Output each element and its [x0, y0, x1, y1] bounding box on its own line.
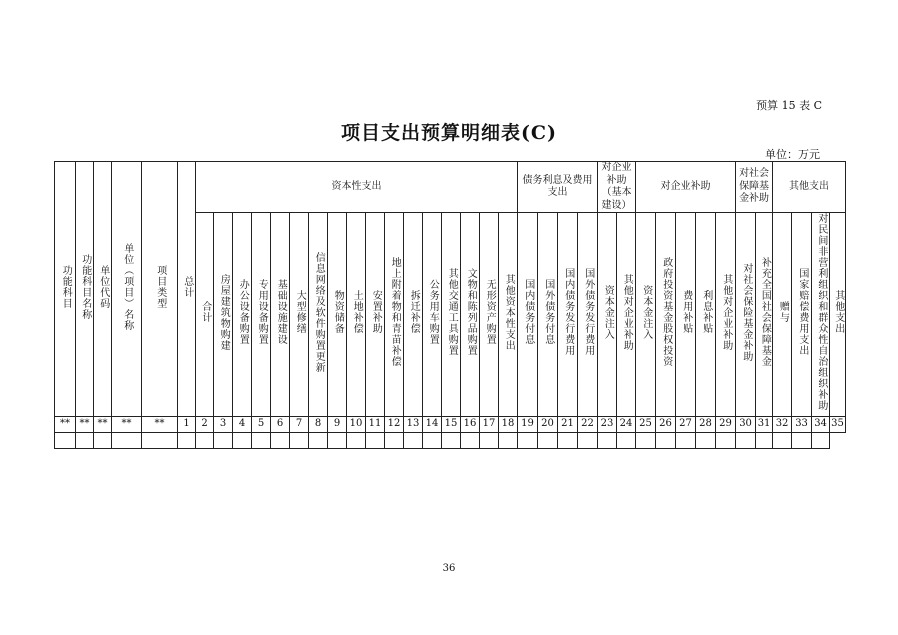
column-header: 补充全国社会保障基金 [756, 213, 773, 417]
column-number: 10 [347, 416, 366, 432]
column-number: 33 [792, 416, 812, 432]
header-cell: 功能科目名称 [76, 162, 94, 417]
column-header: 房屋建筑物购建 [214, 213, 233, 417]
column-header: 国家赔偿费用支出 [792, 213, 812, 417]
document-title: 项目支出预算明细表(C) [340, 122, 558, 144]
column-number: 8 [309, 416, 328, 432]
column-number: 18 [499, 416, 518, 432]
column-header: 拆迁补偿 [404, 213, 423, 417]
code-cell: ** [76, 416, 94, 432]
column-number: 29 [716, 416, 736, 432]
column-header: 办公设备购置 [233, 213, 252, 417]
header-cell: 总计 [178, 162, 196, 417]
group-header: 对企业补助 [636, 162, 736, 213]
code-cell: ** [112, 416, 142, 432]
column-header: 国外债务付息 [538, 213, 558, 417]
column-number: 35 [830, 416, 846, 432]
code-cell: ** [142, 416, 178, 432]
group-header: 其他支出 [773, 162, 846, 213]
column-header: 资本金注入 [636, 213, 656, 417]
header-cell: 单位代码 [94, 162, 112, 417]
column-number: 22 [578, 416, 598, 432]
column-header: 专用设备购置 [252, 213, 271, 417]
column-number: 19 [518, 416, 538, 432]
column-header: 对民间非营利组织和群众性自治组织补助 [812, 213, 830, 417]
column-number: 2 [196, 416, 214, 432]
column-header: 地上附着物和青苗补偿 [385, 213, 404, 417]
column-header: 土地补偿 [347, 213, 366, 417]
column-number: 16 [461, 416, 480, 432]
column-header: 文物和陈列品购置 [461, 213, 480, 417]
column-number: 14 [423, 416, 442, 432]
column-header: 信息网络及软件购置更新 [309, 213, 328, 417]
column-number: 4 [233, 416, 252, 432]
empty-data-row [55, 432, 846, 448]
column-number: 5 [252, 416, 271, 432]
column-number: 9 [328, 416, 347, 432]
column-header: 政府投资基金股权投资 [656, 213, 676, 417]
column-header: 国内债务发行费用 [558, 213, 578, 417]
column-number: 17 [480, 416, 499, 432]
column-header: 国内债务付息 [518, 213, 538, 417]
column-header: 基础设施建设 [271, 213, 290, 417]
group-header: 对社会保障基金补助 [736, 162, 773, 213]
column-header: 对社会保险基金补助 [736, 213, 756, 417]
header-cell: 单位（项目）名称 [112, 162, 142, 417]
code-cell: ** [94, 416, 112, 432]
group-header: 债务利息及费用支出 [518, 162, 598, 213]
column-number: 24 [617, 416, 636, 432]
form-code: 预算 15 表 C [756, 99, 822, 112]
column-header: 费用补贴 [676, 213, 696, 417]
column-header: 大型修缮 [290, 213, 309, 417]
column-number: 7 [290, 416, 309, 432]
column-number: 6 [271, 416, 290, 432]
column-number: 13 [404, 416, 423, 432]
column-header: 其他交通工具购置 [442, 213, 461, 417]
column-number: 34 [812, 416, 830, 432]
column-number: 11 [366, 416, 385, 432]
column-number: 15 [442, 416, 461, 432]
unit-label: 单位：万元 [765, 148, 820, 161]
column-header: 其他资本性支出 [499, 213, 518, 417]
code-cell: ** [55, 416, 76, 432]
column-header: 合计 [196, 213, 214, 417]
column-header: 利息补贴 [696, 213, 716, 417]
column-number: 23 [598, 416, 617, 432]
column-header: 资本金注入 [598, 213, 617, 417]
column-number: 28 [696, 416, 716, 432]
column-number: 12 [385, 416, 404, 432]
column-header: 国外债务发行费用 [578, 213, 598, 417]
group-header: 对企业补助（基本建设） [598, 162, 636, 213]
column-header: 赠与 [773, 213, 792, 417]
column-number: 3 [214, 416, 233, 432]
column-number: 21 [558, 416, 578, 432]
column-header: 物资储备 [328, 213, 347, 417]
column-number: 26 [656, 416, 676, 432]
column-number: 32 [773, 416, 792, 432]
column-number: 27 [676, 416, 696, 432]
column-number: 30 [736, 416, 756, 432]
column-number: 31 [756, 416, 773, 432]
header-cell: 项目类型 [142, 162, 178, 417]
header-cell: 功能科目 [55, 162, 76, 417]
group-header: 资本性支出 [196, 162, 518, 213]
budget-detail-table [54, 161, 846, 449]
column-number: 25 [636, 416, 656, 432]
column-header: 公务用车购置 [423, 213, 442, 417]
column-number: 20 [538, 416, 558, 432]
column-header: 其他对企业补助 [617, 213, 636, 417]
column-header: 安置补助 [366, 213, 385, 417]
column-header: 无形资产购置 [480, 213, 499, 417]
column-header: 其他支出 [830, 213, 846, 417]
column-number: 1 [178, 416, 196, 432]
page-number: 36 [442, 563, 456, 574]
column-header: 其他对企业补助 [716, 213, 736, 417]
